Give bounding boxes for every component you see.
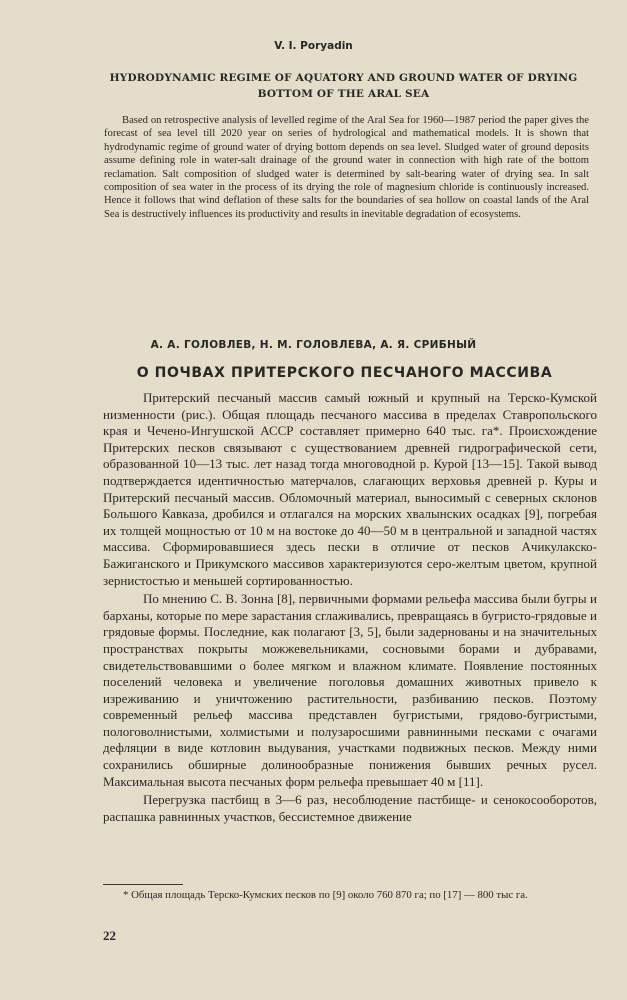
body-paragraph-2: По мнению С. В. Зонна [8], первичными формами рельефа массива были бугры и барханы, которые по мере зарастания сглаживались, превращаясь в бугристо-грядовые и грядовые формы. Последние, как полагают [3, 5], были задернованы и на значительных пространствах покрыты можжевельниками, сосновыми борами и дубравами, свидетельствовавшими о более мягком и влажном климате. Появление постоянных поселений человека и увеличение поголовья домашних животных привело к изреживанию и уничтожению растительности, разбиванию песков. Поэтому современный рельеф массива представлен бугристыми, грядово-бугристыми, пологоволнистыми, холмистыми и полузаросшими равнинными песками с очагами дефляции в виде котловин выдувания, участками подвижных песков. Между ними сохранились обширные долинообразные понижения бывших речных русел. Максимальная высота песчаных форм рельефа превышает 40 м [11].	[103, 591, 597, 789]
english-article-title: HYDRODYNAMIC REGIME OF AQUATORY AND GROUND WATER OF DRYING BOTTOM OF THE ARAL SEA	[109, 72, 578, 100]
russian-article-title: О ПОЧВАХ ПРИТЕРСКОГО ПЕСЧАНОГО МАССИВА	[136, 365, 553, 381]
footnote-divider	[103, 884, 183, 885]
abstract-paragraph: Based on retrospective analysis of levelled regime of the Aral Sea for 1960—1987 period the paper gives the forecast of sea level till 2020 year on series of hydrological and mathematical models. It is shown that hydrodynamic regime of ground water of drying bottom depends on sea level. Sludged water of ground deposits assume defining role in water-salt drainage of the ground water in connection with high rate of the bottom reclamation. Salt composition of sludged water is determined by salt-bearing water of drying sea. In salt composition of sea water in the process of its drying the role of magnesium chloride is continuously increased. Hence it follows that wind deflation of these salts for the boundaries of sea hollow on coastal lands of the Aral Sea is destructively influences its productivity and results in inevitable degradation of ecosystems.	[104, 115, 589, 220]
russian-body-text	[103, 390, 597, 827]
footnote	[103, 888, 597, 903]
body-paragraph-1: Притерский песчаный массив самый южный и крупный на Терско-Кумской низменности (рис.). Общая площадь песчаного массива в пределах Ставропольского края и Чечено-Ингушской АССР составляет примерно 640 тыс. га*. Происхождение Притерских песков связывают с существованием древней гидрографической сети, образованной 10—13 тыс. лет назад тогда многоводной р. Курой [13—15]. Такой вывод подтверждается идентичностью матерчалов, слагающих верховья древней р. Куры и Притерский песчаный массив. Обломочный материал, выносимый с северных склонов Большого Кавказа, дробился и отлагался на морских хвалынских осадках [9], погребая их толщей мощностью от 10 м на востоке до 40—50 м в центральной и западной частях массива. Сформировавшиеся здесь пески в отличие от песков Ачикулакско-Бажиганского и Прикумского массивов характеризуются серо-желтым цветом, крупной зернистостью и меньшей сортированностью.	[103, 390, 597, 588]
russian-authors: А. А. ГОЛОВЛЕВ, Н. М. ГОЛОВЛЕВА, А. Я. СРИБНЫЙ	[150, 339, 477, 351]
body-paragraph-3: Перегрузка пастбищ в 3—6 раз, несоблюдение пастбище- и сенокосооборотов, распашка равнинных участков, бессистемное движение	[103, 792, 597, 824]
page-number: 22	[103, 928, 116, 943]
english-abstract	[104, 114, 589, 221]
english-author: V. I. Poryadin	[274, 40, 353, 52]
footnote-text: * Общая площадь Терско-Кумских песков по [9] около 760 870 га; по [17] — 800 тыс га.	[123, 889, 528, 901]
